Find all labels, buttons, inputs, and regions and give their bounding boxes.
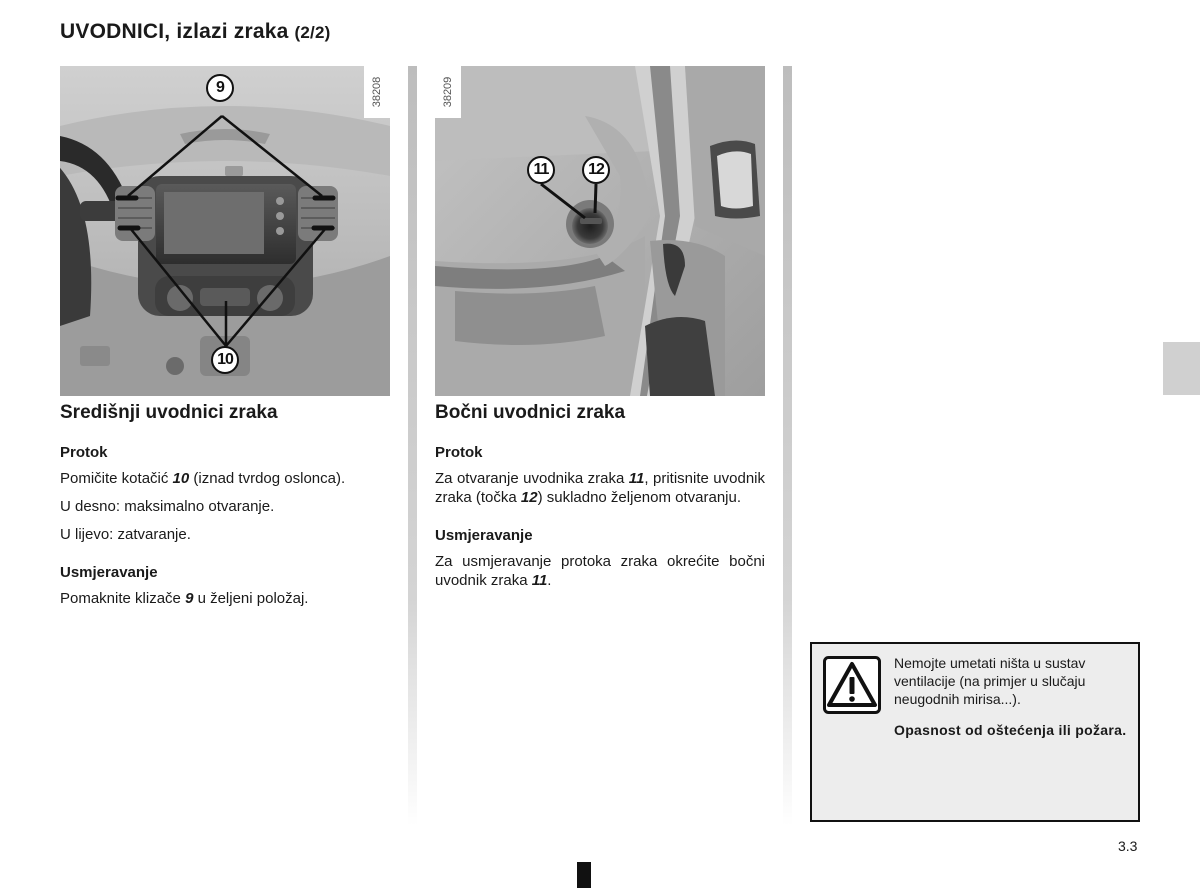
page-title [60,20,330,44]
direction-text: Pomaknite klizače 9 u željeni položaj. [60,590,309,607]
column-divider-left [408,66,417,826]
section-heading: Središnji uvodnici zraka [60,402,278,423]
warning-triangle-icon [823,656,881,714]
page-number: 3.3 [1118,838,1138,854]
side-vents-image [435,66,765,396]
warning-box [810,642,1140,822]
callout-12: 12 [582,156,610,184]
subheading-flow: Protok [435,444,483,461]
callout-10: 10 [211,346,239,374]
binding-mark [577,862,591,888]
title-text: UVODNICI, izlazi zraka [60,20,289,43]
subheading-direction: Usmjeravanje [435,527,533,544]
warning-emphasis: Opasnost od oštećenja ili požara. [894,722,1127,738]
side-vents-section [435,402,765,599]
direction-text: Za usmjeravanje protoka zraka okrećite bočni uvodnik zraka 11. [435,553,765,589]
image-code-label: 38209 [435,66,461,118]
subheading-flow: Protok [60,444,108,461]
title-part: (2/2) [294,23,331,42]
central-vents-section [60,402,390,617]
subheading-direction: Usmjeravanje [60,564,158,581]
side-vent-illustration [435,66,765,396]
image-code-label: 38208 [364,66,390,118]
callout-11: 11 [527,156,555,184]
flow-text-line1: Pomičite kotačić 10 (iznad tvrdog oslonca). [60,470,346,487]
column-divider-right [783,66,792,826]
flow-text: Za otvaranje uvodnika zraka 11, pritisnite uvodnik zraka (točka 12) sukladno željenom otvaranju. [435,470,766,506]
flow-text-line3: U lijevo: zatvaranje. [60,526,191,543]
dashboard-center-vents-image [60,66,390,396]
callout-9: 9 [206,74,234,102]
chapter-tab [1163,342,1200,395]
section-heading: Bočni uvodnici zraka [435,402,626,423]
flow-text-line2: U desno: maksimalno otvaranje. [60,498,275,515]
warning-text: Nemojte umetati ništa u sustav ventilacije (na primjer u slučaju neugodnih mirisa...). [894,655,1086,707]
